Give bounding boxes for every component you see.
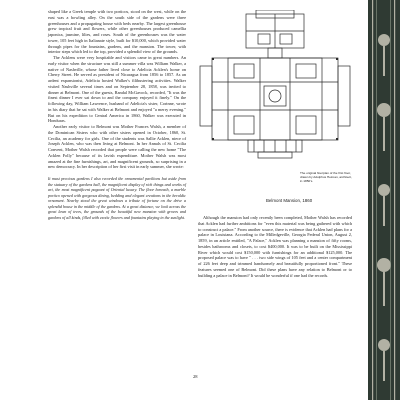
right-text-column	[198, 215, 352, 278]
paragraph: Another early visitor to Belmont was Mother Frances Walsh, a member of the Dominican Sisters who with other sisters opened in October, 1860, St. Cecilia, an academy for girls. One of the students was Sallie Acklen, niece of Joseph Acklen, who was then living at Belmont. In her Annals of St. Cecilia Convent, Mother Walsh recorded that people were calling the new home "The Acklen Folly" because of its lavish expenditure. Mother Walsh was most amazed at the fine furnishings, art, and magnificent grounds, so surprising in a new democracy. In her description of her first visit in early summer, she wrote:	[48, 124, 186, 170]
left-text-column	[48, 9, 186, 220]
garden-silhouette-image	[368, 0, 400, 400]
paragraph: Although the mansion had only recently been completed, Mother Walsh has recorded that Acklen had further ambitions for "even this material was being gathered with which to construct a palace." From another source, there is evidence that Acklen had plans for a palace in Louisiana. According to the Milledgeville, Georgia Federal Union, August 2, 1859, in an article entitled, "A Palace," Acklen was planning a mansion of fifty rooms, besides bathrooms and closets, to cost $400,000. It was to be built on the Mississippi River which would cost $150,000 with furnishings for an additional $125,000. The proposed palace was to have " . . . two side wings of 105 feet and a center compartment of 226 feet deep and trimmed handsomely and beautifully proportioned front." These features seemed one of Belmont. Did these plans have any relation to Belmont or to building a palace in Belmont? It would be wonderful if one had the records.	[198, 215, 352, 278]
floor-plan-note: The original floorplan of the first floor, drawn by Adolphus Heiman, architect, in 1850's.	[300, 171, 352, 183]
block-quote: It must precious gardens I also recorded the ornamental pavilions but aside from the statuary of the gardens hall, the magnificent display of rich things and works of art, the most magnificent pageant of Oriental luxury. The floor beneath, a marble portico opened with gorgeous dining, bedding and elegant creations in the heraldic ornament. Nearby stood the great windows a tribute of fortune on the drive a splendid house in the middle of the gardens. At a great distance, we look across the great lawn of trees, the grounds of the beautiful new mansion with groves and gardens of all kinds, filled with exotic flowers and fountains playing in the sunlight.	[48, 176, 186, 220]
paragraph: shaped like a Greek temple with two porticos, stood on the west, while on the east was a bowling alley. On the south side of the gardens were three greenhouses and a propagating house with beds nearby. The largest greenhouse grew tropical fruit and flowers, while other greenhouses produced camellia japonica, jasmine, lilies, and roses. South of the greenhouses was the water tower, 105 feet high in Italianate style, built for $10,000, which provided water through pipes for the fountains, gardens, and the mansion. The tower, with interior steps which led to the top, provided a splendid view of the grounds.	[48, 9, 186, 55]
paragraph: The Acklens were very hospitable and visitors came in great numbers. An early visitor when the structure was still a summer villa was William Walker, a native of Nashville, whose father lived close to Adelicia Acklen's home on Cherry Street. He served as president of Nicaragua from 1856 to 1857. As an ardent expansionist, Adelicia hosted Walker's filibustering activities. Walker visited Nashville several times and on September 28, 1858, was invited to dinner at Belmont. One of the guests, Randal McGavock, recorded, "It was the finest dinner I ever sat down to and the company enjoyed it finely." On the following day, William Lawrence, husband of Adelicia's sister, Corinne, wrote in his diary that he sat with Walker at Belmont and enjoyed "a merry evening." But on his expedition to Central America in 1860, Walker was executed in Honduras.	[48, 55, 186, 124]
page-number: 28	[193, 374, 198, 379]
figure-caption: Belmont Mansion, 1860	[266, 198, 313, 203]
decorative-photo-strip	[368, 0, 400, 400]
